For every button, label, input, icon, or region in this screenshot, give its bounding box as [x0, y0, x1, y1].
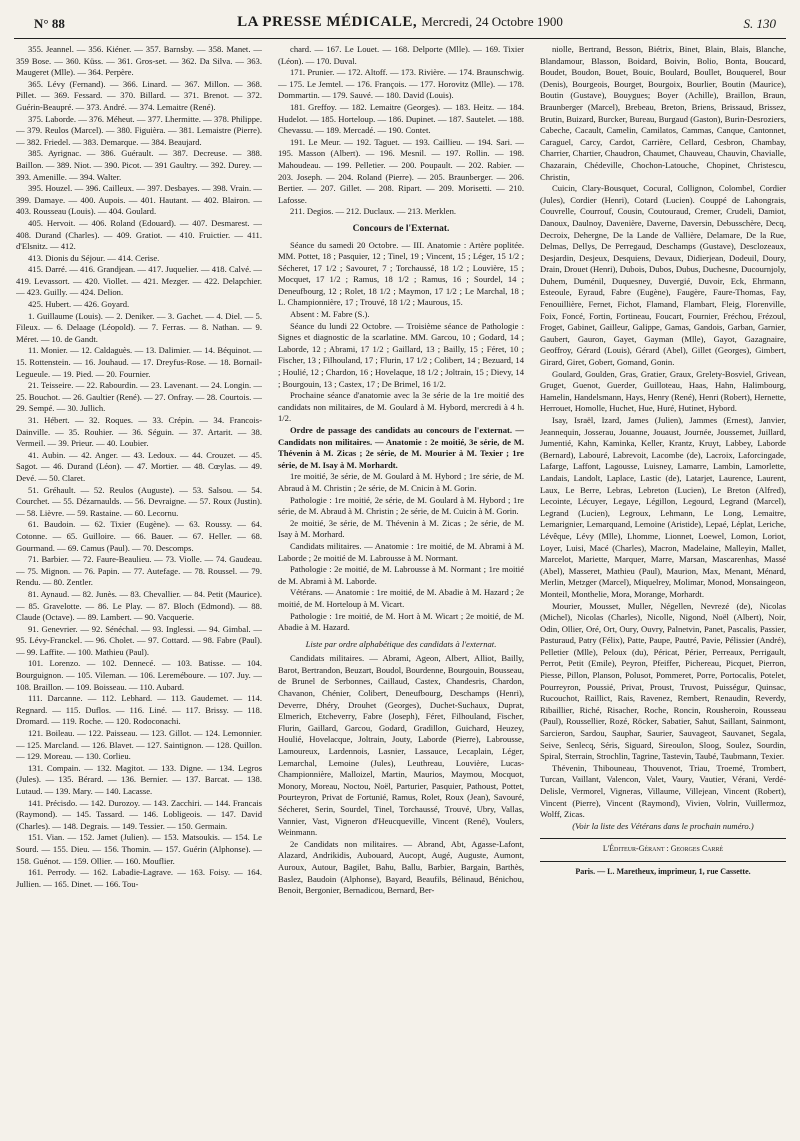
paragraph: Cuicin, Clary-Bousquet, Cocural, Collignon, Colombel, Cordier (Jules), Cordier (Henri), Cotard (Lucien). Couppé de Lahongrais, Couvrelle, Courrouf, Cousin, Coutouraud, Cremer, Crudeli, Damiot, Danoux, Daulnoy, Davenière, Daverne, Daversin, Debusschère, Decq, Decroix, Dehergne, De la Lande de Vallière, Delamare, De la Rue, Delmas, Dellys, De Perregaud, Deschamps (Gustave), Desclozeaux, Desjardin, Desjeux, Desquiens, Devaux, Didierjean, Dodeuil, Doury, Drain, Drouet (Henri), Dubois, Dubos, Dubus, Duchesne, Ducournjoly, Duhem, Duménil, Duquesney, Duvergié, Duvoir, Eck, Ehrmann, Esteoule, Eyraud, Fabre (Eugène), Faugère, Faure-Thomas, Fay, Fenouillière, Fernet, Fichot, Flamand, Flambart, Fleig, Florenville, Foix, Foncé, Fortin, Fortineau, Foucart, Fournier, Fréchou, Frézoul, Froget, Gabinet, Gailleur, Galippe, Gamas, Gandois, Garban, Garnier, Gaubert, Gauron, Gayet, Gayman (Mlle), Gayot, Gazagnaire, Geoffroy, Gérard (Louis), Gérard (Abel), Gillet (Georges), Gimbert, Girard, Giret, Gobert, Gomand, Gonin.	[540, 183, 786, 368]
paragraph: 181. Greffoy. — 182. Lemaitre (Georges). — 183. Heitz. — 184. Hudelot. — 185. Horteloup. — 186. Dupinet. — 187. Sautelet. — 188. Chevassu. — 189. Mercadé. — 190. Contet.	[278, 101, 524, 136]
paragraph: niolle, Bertrand, Besson, Biétrix, Binet, Blain, Blais, Blanche, Blandamour, Blasson, Boidard, Boivin, Bolio, Bonta, Boucard, Boudet, Boudon, Bouet, Bouic, Boulard, Boullet, Bouquerel, Bour (Denis), Bourgeois, Bourget, Bourgoix, Bourlier, Boutin (Maurice), Boutin (Gustave), Bouygues; Boyer (Achille), Braillon, Braun, Braunberger (Marcel), Brebeau, Breton, Briens, Brissaud, Brissez, Brutin, Buizard, Burcker, Bureau, Burgaud (Gaston), Burin-Desroziers, Cabeche, Cacault, Camelin, Camilatos, Cammas, Canque, Cantonnet, Caraguel, Carcy, Cardot, Carrière, Cellard, Cesbron, Chambay, Charrier, Chartier, Chaudron, Chaumet, Chauveau, Chauvin, Chavialle, Chazarain, Chédeville, Chochon-Latouche, Chopinet, Christescu, Christin,	[540, 44, 786, 182]
journal-title-line	[14, 14, 786, 31]
paragraph: Prochaine séance d'anatomie avec la 3e série de la 1re moitié des candidats non militaires, de M. Goulard à M. Hybord, mercredi à 4 h. 1/2.	[278, 390, 524, 424]
paragraph: 51. Gréhault. — 52. Reulos (Auguste). — 53. Salsou. — 54. Courchet. — 55. Dézarnaulds. — 56. Devraigne. — 57. Roux (Justin). — 58. Lièvre. — 59. Rastaine. — 60. Lecornu.	[16, 484, 262, 518]
divider	[540, 861, 786, 862]
paragraph: 2e Candidats non militaires. — Abrand, Abt, Agasse-Lafont, Alazard, Andrikidis, Aubouard, Aucopt, Augé, Auguste, Aumont, Auroux, Autour, Bagilet, Bahu, Ballu, Barbier, Bargain, Barthès, Baslez, Baudoin (Alphonse), Bayard, Beaufils, Bélinaud, Bénichou, Benoit, Bergonier, Bernadicou, Bernard, Ber-	[278, 838, 524, 896]
divider	[540, 838, 786, 839]
paragraph: 1. Guillaume (Louis). — 2. Deniker. — 3. Gachet. — 4. Diel. — 5. Fileux. — 6. Delaage (Léopold). — 7. Ferras. — 8. Nathan. — 9. Méret. — 10. de Gandt.	[16, 310, 262, 344]
editor-line: L'Éditeur-Gérant : Georges Carré	[602, 844, 724, 854]
paragraph: 121. Boileau. — 122. Paisseau. — 123. Gillot. — 124. Lemonnier. — 125. Marcland. — 126. Blavet. — 127. Saintignon. — 128. Quillon. — 129. Moreau. — 130. Corlieu.	[16, 728, 262, 762]
journal-name: LA PRESSE MÉDICALE,	[237, 14, 418, 30]
paragraph: Mourier, Mousset, Muller, Négellen, Nevrezé (de), Nicolas (Michel), Nicolas (Charles), Nicolle, Nigond, Noël (Albert), Noir, Odin, Ollier, Oré, Ort, Oury, Ouvry, Palnetvin, Panet, Pascalis, Passier, Pasturaud, Patry (Félix), Patte, Paupe, Pautré, Pavie, Pélissier (André), Pelletier (Mlle), Peloux (du), Péricat, Périer, Perreaux, Perrigault, Perrot, Petit (Emile), Peyron, Pfeiffer, Pichereau, Picquet, Pierron, Piesse, Pillon, Planson, Polusot, Pommeret, Porre, Portocalis, Potelet, Pourreyron, Poussié, Privat, Proust, Truvost, Puisségur, Quinsac, Rucouchot, Raillict, Rais, Ravenez, Rembert, Renaudin, Reverdy, Ribaillier, Riché, Risacher, Roche, Roncin, Rousheroin, Rousseau (Paul), Roussellier, Rozé, Röcker, Sabatier, Sahut, Saillant, Sainmont, Sarcieron, Sardou, Sauphar, Saurier, Sauvageot, Sauvanet, Segala, Seive, Senlecq, Séris, Siguard, Sireoulon, Sloog, Soulez, Sourdin, Spiral, Sterrain, Strochlin, Tagrine, Tastevin, Taubé, Taubmann, Texier.	[540, 600, 786, 762]
paragraph: 365. Lévy (Fernand). — 366. Linard. — 367. Millon. — 368. Pillet. — 369. Fessard. — 370. Billard. — 371. Brenot. — 372. Guérin-Beaupré. — 373. André. — 374. Lemaitre (René).	[16, 78, 262, 112]
paragraph: chard. — 167. Le Louet. — 168. Delporte (Mlle). — 169. Tixier (Léon). — 170. Duval.	[278, 44, 524, 66]
paragraph: 81. Aynaud. — 82. Junès. — 83. Chevallier. — 84. Petit (Maurice). — 85. Gravelotte. — 86. Le Play. — 87. Bloch (Edmond). — 88. Claude (Octave). — 89. Lambert. — 90. Vacquerie.	[16, 588, 262, 623]
paragraph: 171. Prunier. — 172. Altoff. — 173. Rivière. — 174. Braunschwig. — 175. Le Jemtel. — 176. François. — 177. Horovitz (Mlle). — 178. Dommartin. — 179. Sauvé. — 180. David (Louis).	[278, 67, 524, 101]
paragraph: Candidats militaires. — Abrami, Ageon, Albert, Alliot, Bailly, Barot, Bertrandon, Beuzart, Boudol, Bourdenne, Bourgouin, Bousseau, de Brunel de Serbonnes, Caillaud, Castex, Chandesris, Chardon, Chavanon, Chénier, Colibert, Deneufbourg, Deschamps (Henri), Deverre, Dhéry, Drouhet (Georges), Duchet-Suchaux, Duprat, Elmerich, Etcheverry, Fabre (Joseph), Féret, Filhouland, Fischer, Flurin, Gaillard, Garcou, Godard, Gradillon, Guichard, Heuzey, Houlié, Hovelacque, Joltrain, Jouty, Laborde (Pierre), Labrousse, Lamoureux, Lardennois, Lasnier, Lassauce, Lecaplain, Léger, Lemarchal, Lemoine (Jules), Leuthreau, Louvière, Lucas-Championnière, Malloizel, Martin, Maurios, Maymou, Mocquot, Monory, Moreau, Noctou, Noël, Parturier, Pasquier, Pathoust, Pottet, Pourteyron, Privat de Fortunié, Ramus, Rolet, Roux (Jean), Savouré, Sécheret, Serin, Sourdel, Tinel, Torchaussé, Trouvé, Ubry, Vallas, Vannier, Vast, Vigneron d'Heucqueville, Vincent (René), Voulers, Weinmann.	[278, 653, 524, 838]
paragraph: 413. Dionis du Séjour. — 414. Cerise.	[28, 252, 160, 263]
paragraph: 101. Lorenzo. — 102. Dennecé. — 103. Batisse. — 104. Bourguignon. — 105. Vileman. — 106. Lereméboure. — 107. Juy. — 108. Braillon. — 109. Boisseau. — 110. Aubard.	[16, 658, 262, 692]
paragraph: Goulard, Goulden, Gras, Gratier, Graux, Grelety-Bosviel, Grivean, Gruget, Guenot, Guerder, Guilloteau, Haas, Hahn, Halimbourg, Hamelin, Handelsmann, Hays, Henry (René), Henri (Robert), Hernette, Herrouet, Homolle, Huchet, Hue, Huré, Hutinet, Hybord.	[540, 368, 786, 414]
paragraph: 91. Genevrier. — 92. Sénéchal. — 93. Inglessi. — 94. Gimbal. — 95. Lévy-Franckel. — 96. Cholet. — 97. Cottard. — 98. Fabre (Paul). — 99. Laffite. — 100. Mathieu (Paul).	[16, 623, 262, 657]
paragraph: 395. Houzel. — 396. Cailleux. — 397. Desbayes. — 398. Vrain. — 399. Damaye. — 400. Aupois. — 401. Hautant. — 402. Blairon. — 403. Rousseau (Louis). — 404. Goulard.	[16, 183, 262, 217]
paragraph: Pathologie : 2e moitié, de M. Labrousse à M. Normant ; 1re moitié de M. Abrami à M. Laborde.	[278, 564, 524, 586]
columns	[16, 44, 786, 1134]
list-title: Liste par ordre alphabétique des candidats à l'externat.	[305, 638, 497, 649]
issue-number: N° 88	[34, 16, 65, 31]
paragraph: Pathologie : 1re moitié, 2e série, de M. Goulard à M. Hybord ; 1re série, de M. Abraud à M. Christin ; 2e série, de M. Cuicin à M. Gorin.	[278, 494, 524, 517]
paragraph: 375. Laborde. — 376. Méheut. — 377. Lhermitte. — 378. Philippe. — 379. Reulos (Marcel). — 380. Figuièra. — 381. Lemaistre (Pierre). — 382. Friedel. — 383. Demarque. — 384. Beaujard.	[16, 113, 262, 147]
paragraph: Ordre de passage des candidats au concours de l'externat. — Candidats non militaires. — Anatomie : 2e moitié, 3e série, de M. Thévenin à M. Zicas ; 2e série, de M. Mourier à M. Texier ; 1re série, de M. Isay à M. Morhardt.	[278, 425, 524, 470]
issue-date: Mercredi, 24 Octobre 1900	[421, 14, 563, 29]
paragraph: 31. Hébert. — 32. Roques. — 33. Crépin. — 34. Francois-Dainville. — 35. Rouhier. — 36. Séguin. — 37. Artarit. — 38. Vermeil. — 39. Prieur. — 40. Loubier.	[16, 415, 262, 449]
paragraph: 141. Précisdo. — 142. Durozoy. — 143. Zacchiri. — 144. Francais (Raymond). — 145. Tassard. — 146. Lobligeois. — 147. David (Charles). — 148. Degrais. — 149. Tessier. — 150. Germain.	[16, 797, 262, 831]
printer-line: Paris. — L. Maretheux, imprimeur, 1, rue Cassette.	[575, 866, 751, 876]
paragraph: Vétérans. — Anatomie : 1re moitié, de M. Abadie à M. Hazard ; 2e moitié, de M. Horteloup à M. Vicart.	[278, 587, 524, 609]
paragraph: 151. Vian. — 152. Jamet (Julien). — 153. Matsoukis. — 154. Le Sourd. — 155. Dieu. — 156. Thomin. — 157. Guérin (Alphonse). — 158. Guénot. — 159. Ollier. — 160. Mouflier.	[16, 832, 262, 866]
paragraph: 131. Compain. — 132. Magitot. — 133. Digne. — 134. Legros (Jules). — 135. Bérard. — 136. Bernier. — 137. Barcat. — 138. Lutaud. — 139. Mary. — 140. Lacasse.	[16, 762, 262, 796]
paragraph: 161. Perrody. — 162. Labadie-Lagrave. — 163. Foisy. — 164. Jullien. — 165. Dinet. — 166. Tou-	[16, 867, 262, 889]
paragraph: 355. Jeannel. — 356. Kiéner. — 357. Barnsby. — 358. Manet. —359 Bose. — 360. Küss. — 361. Gros-set. — 362. Da Silva. — 363. Maugeret (Mlle). — 364. Perpère.	[16, 44, 262, 78]
paragraph: Séance du lundi 22 Octobre. — Troisième séance de Pathologie : Signes et diagnostic de la scarlatine. MM. Garcou, 10 ; Godard, 14 ; Laborde, 12 ; Abrami, 17 1/2 ; Gaillard, 13 ; Bailly, 15 ; Féret, 10 ; Fischer, 13 ; Filhouland, 17 ; Flurin, 17 1/2 ; Colibert, 14 ; Bezuard, 14 ; Houlié, 12 ; Chardon, 16 ; Hovelaque, 18 1/2 ; Joltrain, 15 ; Dievy, 14 ; Bourgouin, 13 ; Castex, 17 ; De Brimel, 16 1/2.	[278, 320, 524, 389]
paragraph: 405. Hervoit. — 406. Roland (Edouard). — 407. Desmarest. — 408. Durand (Charles). — 409. Gratiot. — 410. Fruictier. — 411. d'Elsnitz. — 412.	[16, 217, 262, 252]
paragraph: Candidats militaires. — Anatomie : 1re moitié, de M. Abrami à M. Laborde ; 2e moitié de M. Labrousse à M. Normant.	[278, 540, 524, 563]
paragraph: Thévenin, Thibouneau, Thouvenot, Triau, Troemé, Trombert, Turcan, Vaillant, Valencon, Valet, Vaury, Vautier, Vérani, Verdé-Delisle, Vermorel, Vigneras, Villaume, Villejean, Vincent (Robert), Vincent (Pierre), Vincent (Raymond), Vivien, Volrin, Vuillermoz, Wolff, Zicas.	[540, 762, 786, 820]
paragraph: Pathologie : 1re moitié, de M. Hort à M. Wicart ; 2e moitié, de M. Abadie à M. Hazard.	[278, 610, 524, 633]
paragraph: 211. Degios. — 212. Duclaux. — 213. Merklen.	[290, 206, 457, 217]
paragraph: 1re moitié, 3e série, de M. Goulard à M. Hybord ; 1re série, de M. Abraud à M. Christin ; 2e série, de M. Cnicin à M. Gorin.	[278, 471, 524, 493]
section-title: Concours de l'Externat.	[352, 223, 450, 234]
paragraph: Isay, Israël, Izard, James (Julien), Jammes (Ernest), Janvier, Jeannequin, Josserau, Jouanne, Jouaust, Journée, Joussemet, Juillard, Jumentié, Kahn, Kaminka, Keller, Krantz, Kruyt, Labbey, Laborde (Bernard), Labouré, Labrevoit, Lacombe (de), Lacroix, Laforcingade, Lafarge, Laffont, Lagousse, Luisney, Lamarre, Lambin, Lamorlette, Landais, Landolt, Laplace, Lastic (de), Latarjet, Laurence, Laurent, Laux, Le Berre, Lebras, Lebreton (Lucien), Le Breton (Alfred), Lecointe, Lécuyer, Legaye, Légillon, Legourd, Legrand (Marcel), Legrand (Lucien), Legroux, Lehmann, Le Long, Lemaitre, Lemarignier, Lemarquand, Lemoine (Aristide), Lepaé, Léplat, Leriche, Lévêque, Lévy (Mlle), Lhomme, Lionnet, Loewel, Lomon, Loriot, Loyer, Luisi, Macé (Charles), Macron, Madelaine, Malleyin, Mallet, Marcelot, Mariette, Marquer, Marre, Marsan, Mascarenhas, Massé (Abel), Masseret, Mathieu (Paul), Maurion, Max, Menant, Ménard, Merlin, Metzger (Marcel), Miquelrey, Molimar, Monod, Monsaingeon, Monteil, Monthelie, Mora, Morange, Morhardt.	[540, 415, 786, 599]
paragraph: 385. Ayrignac. — 386. Guérault. — 387. Decreuse. — 388. Baillon. — 389. Niot. — 390. Picot. — 391 Gaultry. — 392. Durey. — 393. Amenille. — 394. Walter.	[16, 148, 262, 182]
column-1	[16, 44, 262, 1132]
paragraph: 61. Baudoin. — 62. Tixier (Eugène). — 63. Roussy. — 64. Cotonne. — 65. Guilloire. — 66. Bauer. — 67. Heller. — 68. Gourmand. — 69. Camus (Paul). — 70. Descomps.	[16, 519, 262, 553]
paragraph: 415. Darré. — 416. Grandjean. — 417. Juquelier. — 418. Calvé. — 419. Levassort. — 420. Viollet. — 421. Mezger. — 422. Delapchier. — 423. Guilly. — 424. Delion.	[16, 264, 262, 298]
paragraph: Absent : M. Fabre (S.).	[290, 309, 370, 320]
paragraph: 2e moitié, 3e série, de M. Thévenin à M. Zicas ; 2e série, de M. Isay à M. Morhard.	[278, 517, 524, 540]
paragraph: 41. Aubin. — 42. Anger. — 43. Ledoux. — 44. Crouzet. — 45. Sagot. — 46. Durand (Léon). — 47. Mortier. — 48. Cœylas. — 49. Devé. — 50. Claret.	[16, 449, 262, 483]
paragraph: 11. Monier. — 12. Caldaguès. — 13. Dalimier. — 14. Béquinot. — 15. Rottenstein. — 16. Jouhaud. — 17. Dreyfus-Rose. — 18. Bornail-Legueule. — 19. Pied. — 20. Fournier.	[16, 345, 262, 379]
column-2	[278, 44, 524, 1132]
paragraph: 21. Teisseire. — 22. Rabourdin. — 23. Lavenant. — 24. Longin. — 25. Bouchot. — 26. Gaultier (René). — 27. Onfray. — 28. Courtois. — 29. Sempé. — 30. Jullich.	[16, 380, 262, 414]
paragraph: 71. Barbier. — 72. Faure-Beaulieu. — 73. Violle. — 74. Gaudeau. — 75. Mignon. — 76. Papin. — 77. Autefage. — 78. Roussel. — 79. Rendu. — 80. Zentler.	[16, 554, 262, 588]
paragraph: 111. Darcanne. — 112. Lebhard. — 113. Gaudemet. — 114. Regnard. — 115. Duflos. — 116. Liné. — 117. Brissy. — 118. Dromard. — 119. Roche. — 120. Rodoconachi.	[16, 693, 262, 727]
page-number: S. 130	[743, 16, 776, 31]
paragraph: 191. Le Meur. — 192. Taguet. — 193. Caillieu. — 194. Sari. — 195. Masson (Albert). — 196. Mesnil. — 197. Rollin. — 198. Mahoudeau. — 199. Pelletier. — 200. Poupault. — 202. Rabier. — 203. Joseph. — 204. Roland (Pierre). — 205. Braunberger. — 206. Bertier. — 207. Gillet. — 208. Ripart. — 209. Morisetti. — 210. Lafosse.	[278, 136, 524, 205]
column-3	[540, 44, 786, 1132]
paragraph: Séance du samedi 20 Octobre. — III. Anatomie : Artère poplitée. MM. Pottet, 18 ; Pasquier, 12 ; Tinel, 19 ; Vincent, 15 ; Léger, 15 1/2 ; Sécheret, 17 1/2 ; Savouret, 7 ; Torchaussé, 18 1/2 ; Louvière, 15 ; Mocquet, 17 1/2 ; Ramus, 18 1/2 ; Ramus, 16 ; Sourdel, 14 ; Deneufbourg, 12 ; Rolet, 18 1/2 ; Maymon, 17 1/2 ; Le Marchal, 18 ; L. Championnière, 17 ; Trouvé, 18 1/2 ; Maurous, 15.	[278, 239, 524, 308]
page-header	[14, 12, 786, 39]
paragraph: 425. Hubert. — 426. Goyard.	[28, 299, 130, 310]
closing-note: (Voir la liste des Vétérans dans le prochain numéro.)	[572, 820, 754, 831]
